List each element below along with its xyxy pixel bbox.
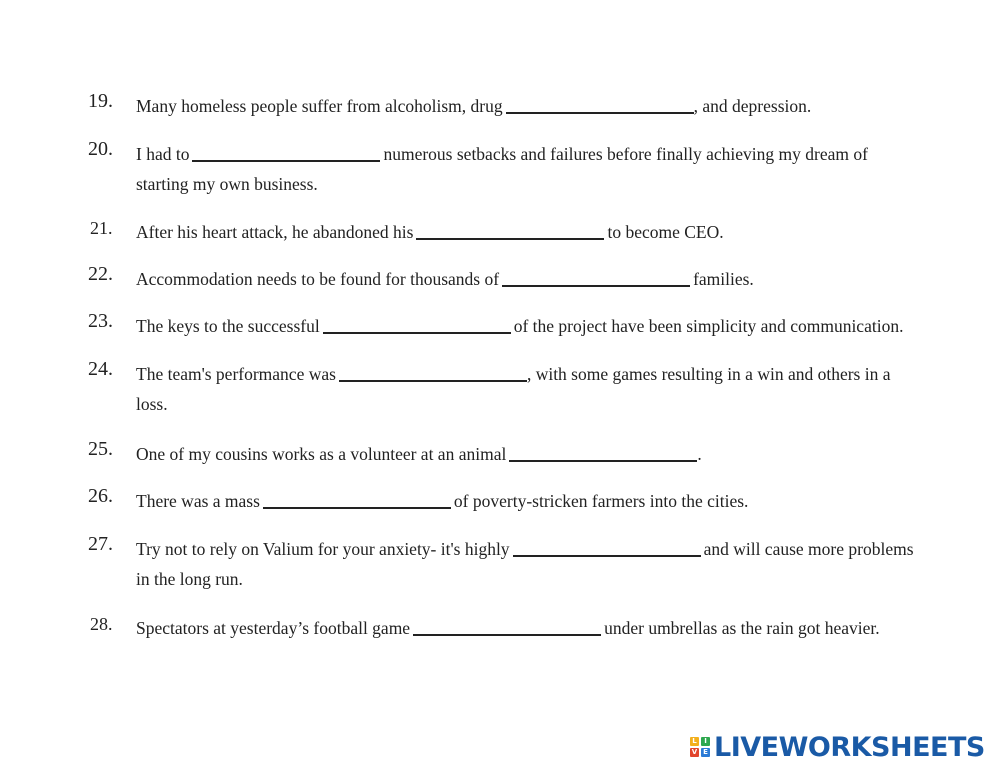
answer-blank[interactable] [263,490,451,509]
question-number: 24. [88,358,113,380]
question-text-continued: in the long run. [136,569,243,589]
logo-text: LIVEWORKSHEETS [714,731,985,763]
question-text-continued: starting my own business. [136,174,318,194]
question-number: 27. [88,533,113,555]
logo-mark-icon [690,737,710,757]
question-number: 19. [88,90,113,112]
question-text-after: under umbrellas as the rain got heavier. [604,618,880,638]
question-number: 25. [88,438,113,460]
question-text-before: The team's performance was [136,364,336,384]
question-number: 23. [88,310,113,332]
question-text-after: . [697,444,702,464]
answer-blank[interactable] [192,143,380,162]
question-text-before: Accommodation needs to be found for thousands of [136,269,500,289]
question-text-after: families. [693,269,754,289]
answer-blank[interactable] [339,363,527,382]
question-text-after: to become CEO. [607,222,724,242]
answer-blank[interactable] [506,95,694,114]
answer-blank[interactable] [323,315,511,334]
answer-blank[interactable] [513,538,701,557]
question-text-before: I had to [136,144,190,164]
question-text-after: and will cause more problems [703,539,914,559]
liveworksheets-logo [690,732,985,762]
question-text-before: Many homeless people suffer from alcoholism, drug [136,96,503,116]
question-text-before: After his heart attack, he abandoned his [136,222,414,242]
question-number: 22. [88,263,113,285]
question-number: 28. [90,614,113,634]
question-text-before: The keys to the successful [136,316,320,336]
question-text-after: of the project have been simplicity and communication. [513,316,904,336]
question-text-after: of poverty-stricken farmers into the cities. [453,491,749,511]
answer-blank[interactable] [413,617,601,636]
logo-mark-tile: L [690,737,699,746]
answer-blank[interactable] [509,443,697,462]
answer-blank[interactable] [502,268,690,287]
question-text-continued: loss. [136,394,168,414]
question-text-after: numerous setbacks and failures before finally achieving my dream of [383,144,868,164]
answer-blank[interactable] [416,221,604,240]
question-number: 26. [88,485,113,507]
question-number: 20. [88,138,113,160]
logo-mark-tile: E [701,748,710,757]
logo-mark-tile: V [691,748,698,756]
logo-mark-tile: I [701,737,710,746]
question-text-before: Try not to rely on Valium for your anxiety- it's highly [136,539,510,559]
question-text-after: , and depression. [693,96,812,116]
question-text-before: Spectators at yesterday’s football game [136,618,411,638]
question-number: 21. [90,218,113,238]
question-text-after: , with some games resulting in a win and others in a [526,364,891,384]
question-text-before: There was a mass [136,491,260,511]
question-text-before: One of my cousins works as a volunteer at an animal [136,444,507,464]
